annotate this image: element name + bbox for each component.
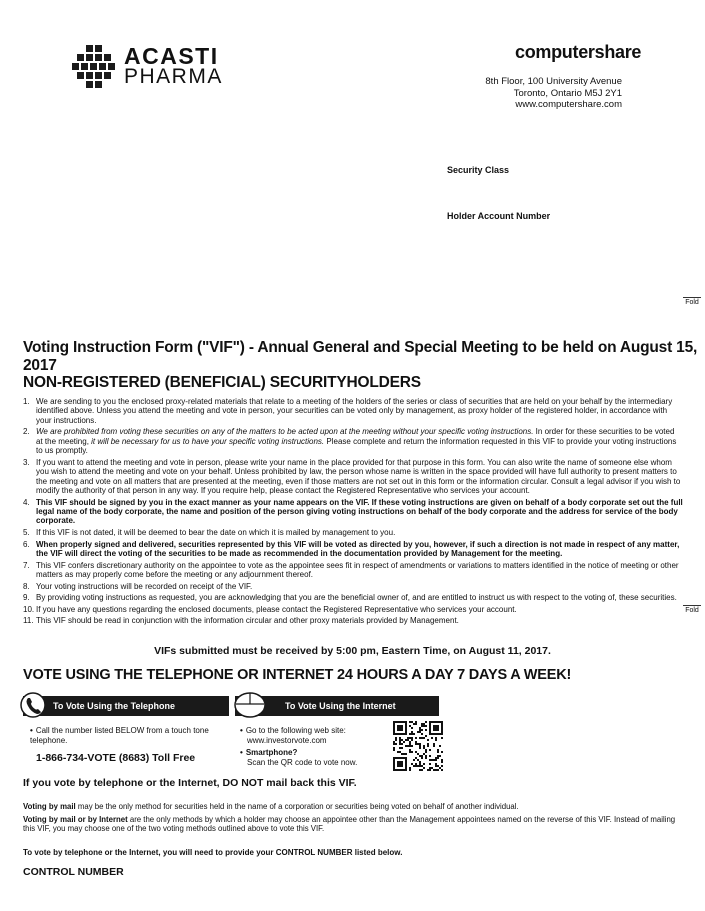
- instruction-text-part: We are prohibited from voting these securities on any of the matters to be acted upon at the meeting without your specific voting instructions.: [36, 427, 534, 437]
- fold-mark: Fold: [683, 297, 701, 306]
- instruction-item: [23, 458, 683, 496]
- mouse-icon: [232, 690, 268, 720]
- instruction-number: 3.: [23, 457, 30, 467]
- do-not-mail-notice: If you vote by telephone or the Internet, DO NOT mail back this VIF.: [23, 777, 357, 789]
- control-number-label: CONTROL NUMBER: [23, 866, 124, 878]
- instruction-item: [23, 593, 683, 602]
- instruction-item: [23, 540, 683, 559]
- fold-mark: Fold: [683, 605, 701, 614]
- company-name-line1: ACASTI: [124, 43, 219, 69]
- toll-free-number: 1-866-734-VOTE (8683) Toll Free: [36, 752, 196, 764]
- mail-internet-note-bold: Voting by mail or by Internet: [23, 815, 128, 824]
- instruction-item: [23, 582, 683, 591]
- instruction-number: 10.: [23, 604, 35, 614]
- instruction-item: [23, 528, 683, 537]
- mail-note-text: may be the only method for securities held in the name of a corporation or securities being voted on behalf of another individual.: [75, 802, 519, 811]
- instruction-text: [36, 593, 683, 602]
- security-class-label: Security Class: [447, 165, 510, 175]
- instruction-number: 7.: [23, 560, 30, 570]
- telephone-instruction-text: Call the number listed BELOW from a touch tone telephone.: [30, 726, 209, 745]
- instruction-text: [36, 582, 683, 591]
- instruction-number: 4.: [23, 497, 30, 507]
- company-name-line2: PHARMA: [124, 65, 223, 88]
- qr-code-icon[interactable]: [393, 721, 443, 771]
- instruction-text-part: If you have any questions regarding the enclosed documents, please contact the Registered Representative who services your account.: [36, 604, 517, 614]
- investorvote-link[interactable]: www.investorvote.com: [247, 735, 327, 745]
- instruction-item: [23, 561, 683, 580]
- mail-note-bold: Voting by mail: [23, 802, 76, 811]
- instruction-text-part: This VIF should be read in conjunction with the information circular and other proxy materials provided by Management.: [36, 616, 459, 626]
- instruction-text-part: This VIF should be signed by you in the exact manner as your name appears on the VIF. If these voting instructions are given on behalf of a body corporate set out the full legal name of the body corporate, the name and position of the person giving voting instructions on behalf of the body corporate and the address for service of the body corporate.: [36, 497, 683, 526]
- smartphone-label: Smartphone?: [245, 748, 298, 757]
- computershare-logo: [515, 42, 641, 63]
- instruction-text: [36, 561, 683, 580]
- vote-headline: VOTE USING THE TELEPHONE OR INTERNET 24 HOURS A DAY 7 DAYS A WEEK!: [23, 667, 572, 683]
- instruction-text-part: By providing voting instructions as requested, you are acknowledging that you are the beneficial owner of, and are entitled to instruct us with respect to the voting of, these securities.: [36, 593, 677, 603]
- instruction-number: 11.: [23, 616, 34, 626]
- instruction-item: [23, 605, 683, 614]
- computershare-logo-text: computershare: [515, 42, 642, 62]
- control-number-note: To vote by telephone or the Internet, you will need to provide your CONTROL NUMBER listed below.: [23, 848, 403, 857]
- internet-bar-label: To Vote Using the Internet: [285, 701, 396, 711]
- form-subtitle: NON-REGISTERED (BENEFICIAL) SECURITYHOLDERS: [23, 374, 421, 391]
- instruction-text-part: In order for these securities to be voted at the meeting,: [36, 427, 675, 446]
- mail-internet-note-text: are the only methods by which a holder may choose an appointee other than the Management appointees named on the reverse of this VIF. Instead of mailing this VIF, you may choose one of the two voting methods outlined above to vote this VIF.: [23, 815, 676, 834]
- instruction-text-part: If this VIF is not dated, it will be deemed to bear the date on which it is mailed by management to you.: [36, 528, 396, 538]
- instruction-number: 8.: [23, 581, 30, 591]
- instruction-text: [36, 528, 683, 537]
- instruction-text: [36, 605, 683, 614]
- instruction-text-part: it will be necessary for us to have your specific voting instructions.: [91, 436, 325, 446]
- telephone-instruction: • Call the number listed BELOW from a touch tone telephone.: [30, 726, 209, 745]
- telephone-bar: [23, 696, 229, 716]
- instruction-text: [36, 540, 683, 559]
- website: www.computershare.com: [515, 99, 622, 110]
- form-title: Voting Instruction Form ("VIF") - Annual General and Special Meeting to be held on August 15, 2017: [23, 339, 698, 374]
- instruction-text-part: This VIF confers discretionary authority on the appointee to vote as the appointee sees fit in respect of amendments or variations to matters identified in the notice of meeting or other matters as may properly come before the meeting or any adjournment thereof.: [36, 560, 679, 580]
- internet-instruction: • Go to the following web site: www.investorvote.com: [240, 726, 346, 745]
- instruction-number: 1.: [23, 397, 30, 406]
- telephone-icon: [20, 690, 48, 720]
- instruction-number: 5.: [23, 528, 30, 538]
- instruction-text: [36, 616, 683, 625]
- transfer-agent-address: [460, 76, 622, 111]
- instruction-text-part: We are sending to you the enclosed proxy-related materials that relate to a meeting of the holders of the series or class of securities that are held on your behalf by the intermediary identified above. Unless you attend the meeting and vote in person, your securities can be voted only by management, as proxy holder of the registered holder, in accordance with your instructions.: [36, 397, 673, 425]
- instruction-text: [36, 498, 683, 526]
- instruction-text: [36, 427, 683, 455]
- internet-instruction-text: Go to the following web site:: [245, 726, 346, 735]
- holder-account-label: Holder Account Number: [447, 211, 551, 221]
- instruction-item: [23, 498, 683, 526]
- instruction-text-part: Please complete and return the information requested in this VIF to provide your voting instructions to us promptly.: [36, 436, 677, 456]
- smartphone-text: Scan the QR code to vote now.: [247, 757, 358, 767]
- mail-note: [23, 802, 688, 811]
- mail-internet-note: [23, 815, 688, 834]
- instruction-text: [36, 458, 683, 496]
- instruction-number: 2.: [23, 427, 30, 437]
- instruction-text: [36, 397, 683, 425]
- instruction-text-part: Your voting instructions will be recorded on receipt of the VIF.: [36, 581, 253, 591]
- instruction-item: [23, 616, 683, 625]
- address-line: 8th Floor, 100 University Avenue: [485, 76, 622, 87]
- acasti-logo-icon: [72, 45, 122, 93]
- telephone-bar-label: To Vote Using the Telephone: [53, 701, 176, 711]
- company-logo-text: [124, 45, 223, 87]
- instruction-number: 6.: [23, 539, 30, 549]
- instruction-number: 9.: [23, 593, 30, 603]
- submission-deadline: VIFs submitted must be received by 5:00 pm, Eastern Time, on August 11, 2017.: [154, 645, 551, 657]
- instruction-text-part: When properly signed and delivered, securities represented by this VIF will be voted as directed by you, however, if such a direction is not made in respect of any matter, the VIF will direct the voting of the securities to be made as recommended in the documentation provided by Management for the meeting.: [36, 539, 680, 559]
- instruction-text-part: If you want to attend the meeting and vote in person, please write your name in the place provided for that purpose in this form. You can also write the name of someone else whom you wish to attend the meeting and vote on your behalf. Unless prohibited by law, the person whose name is written in the space provided will have full authority to present matters to the meeting and vote on all matters that are presented at the meeting, even if those matters are not set out in this form or the information circular. Consult a legal advisor if you wish to modify the authority of that person in any way. If you require help, please contact the Registered Representative who services your account.: [36, 457, 681, 496]
- instruction-item: [23, 427, 683, 455]
- address-line: Toronto, Ontario M5J 2Y1: [513, 87, 622, 99]
- instruction-item: [23, 397, 683, 425]
- smartphone-instruction: • Smartphone? Scan the QR code to vote now.: [240, 748, 358, 767]
- instructions-list: [23, 397, 683, 628]
